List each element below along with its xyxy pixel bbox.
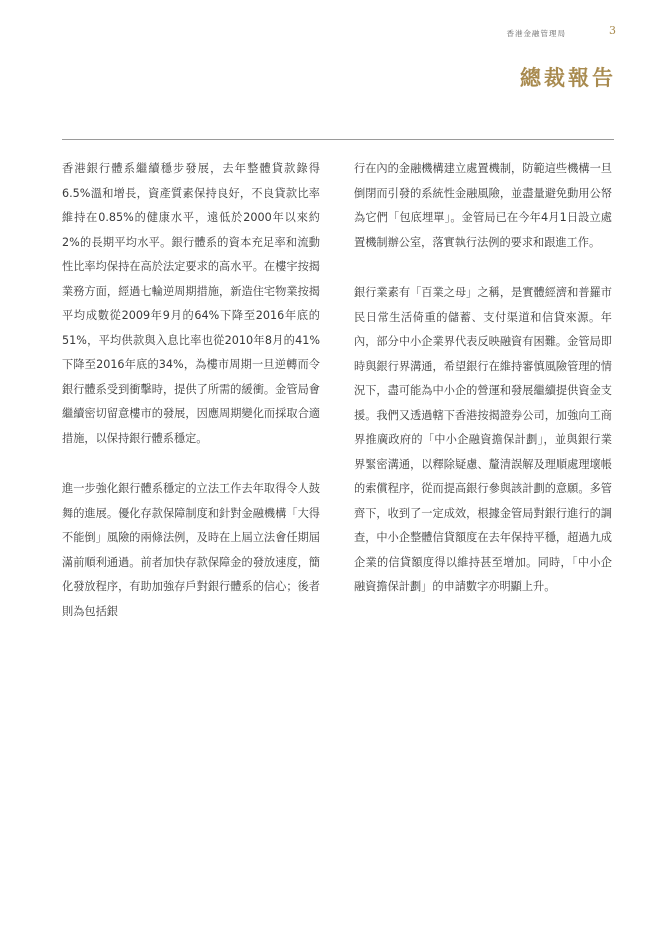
header-divider xyxy=(62,139,614,140)
paragraph: 進一步強化銀行體系穩定的立法工作去年取得令人鼓舞的進展。優化存款保障制度和針對金融機構「大得不能倒」風險的兩條法例，及時在上屆立法會任期屆滿前順利通過。前者加快存款保障金的發放速度，簡化發放程序，有助加強存戶對銀行體系的信心；後者則為包括銀 xyxy=(62,482,320,618)
paragraph: 香港銀行體系繼續穩步發展，去年整體貸款錄得6.5%溫和增長，資產質素保持良好，不良貸款比率維持在0.85%的健康水平，遠低於2000年以來約2%的長期平均水平。銀行體系的資本充足率和流動性比率均保持在高於法定要求的高水平。在樓宇按揭業務方面，經過七輪逆周期措施，新造住宅物業按揭平均成數從2009年9月的64%下降至2016年底的51%，平均供款與入息比率也從2010年8月的41%下降至2016年底的34%，為樓市周期一旦逆轉而令銀行體系受到衝擊時，提供了所需的緩衝。金管局會繼續密切留意樓市的發展，因應周期變化而採取合適措施，以保持銀行體系穩定。 xyxy=(62,162,320,445)
page-title: 總裁報告 xyxy=(520,65,616,90)
page-number: 3 xyxy=(609,24,616,37)
left-column xyxy=(62,157,320,650)
paragraph: 銀行業素有「百業之母」之稱，是實體經濟和普羅市民日常生活倚重的儲蓄、支付渠道和信貸來源。年內，部分中小企業界代表反映融資有困難。金管局即時與銀行界溝通，希望銀行在維持審慎風險管理的情況下，盡可能為中小企的營運和發展繼續提供資金支援。我們又透過轄下香港按揭證券公司，加強向工商界推廣政府的「中小企融資擔保計劃」，並與銀行業界緊密溝通，以釋除疑慮、釐清誤解及理順處理壞帳的索償程序，從而提高銀行參與該計劃的意願。多管齊下，收到了一定成效，根據金管局對銀行進行的調查，中小企整體信貸額度在去年保持平穩，超過九成企業的信貸額度得以維持甚至增加。同時，「中小企融資擔保計劃」的申請數字亦明顯上升。 xyxy=(354,286,612,593)
header-organization-name: 香港金融管理局 xyxy=(506,29,566,38)
paragraph: 行在內的金融機構建立處置機制，防範這些機構一旦倒閉而引發的系統性金融風險，並盡量避免動用公帑為它們「包底埋單」。金管局已在今年4月1日設立處置機制辦公室，落實執行法例的要求和跟進工作。 xyxy=(354,162,612,249)
right-column xyxy=(354,157,612,626)
